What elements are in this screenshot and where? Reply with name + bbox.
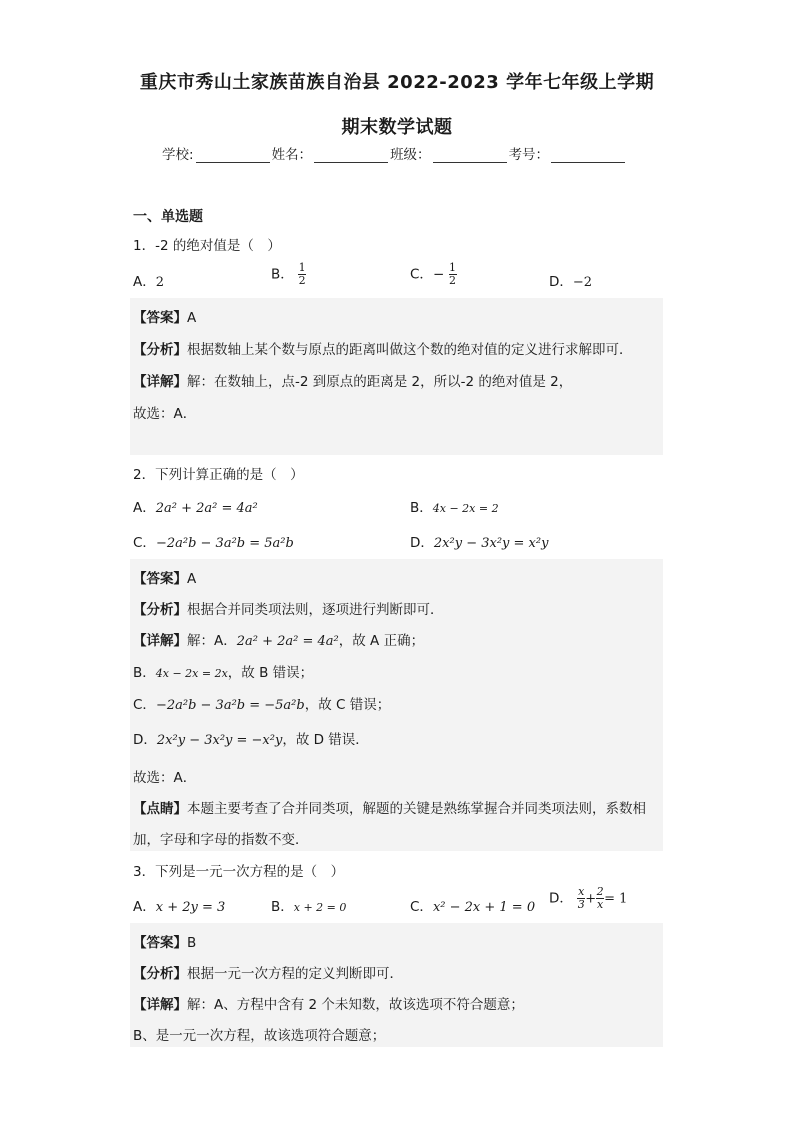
number-blank	[551, 148, 625, 163]
q2-stem: 2．下列计算正确的是（ ）	[133, 467, 304, 483]
q2-answer: 【答案】A	[133, 571, 197, 587]
q1-option-c: C．− $\frac{1}{2}$	[410, 261, 457, 287]
q1-choose: 故选：A．	[133, 406, 197, 422]
q3-answer: 【答案】B	[133, 935, 197, 951]
q1-option-b: B． $\frac{1}{2}$	[271, 261, 306, 287]
q1-answer: 【答案】A	[133, 310, 197, 326]
title-line-1: 重庆市秀山土家族苗族自治县 2022-2023 学年七年级上学期	[139, 72, 655, 93]
title-line-2: 期末数学试题	[341, 117, 453, 138]
q2-detail-b: B．4x − 2x = 2x，故 B 错误；	[133, 665, 314, 681]
class-label: 班级：	[390, 147, 431, 163]
q3-option-c: C．x² − 2x + 1 = 0	[410, 899, 536, 915]
q1-option-a: A．2	[133, 274, 165, 290]
q1-option-d: D．−2	[549, 274, 593, 290]
q3-option-b: B．x + 2 = 0	[271, 899, 347, 915]
class-blank	[433, 148, 507, 163]
q2-detail: 【详解】解：A．2a² + 2a² = 4a²，故 A 正确；	[133, 633, 425, 649]
number-label: 考号：	[508, 147, 550, 163]
q2-analysis: 【分析】根据合并同类项法则，逐项进行判断即可．	[133, 602, 444, 618]
q2-option-d: D．2x²y − 3x²y = x²y	[410, 535, 549, 551]
section-heading: 一、单选题	[133, 209, 203, 225]
q2-detail-d: D．2x²y − 3x²y = −x²y，故 D 错误．	[133, 732, 369, 748]
q2-choose: 故选：A．	[133, 770, 197, 786]
q2-comment-1: 【点睛】本题主要考查了合并同类项，解题的关键是熟练掌握合并同类项法则，系数相	[133, 801, 646, 817]
q1-analysis: 【分析】根据数轴上某个数与原点的距离叫做这个数的绝对值的定义进行求解即可．	[133, 342, 633, 358]
q3-option-a: A．x + 2y = 3	[133, 899, 226, 915]
q2-option-c: C．−2a²b − 3a²b = 5a²b	[133, 535, 294, 551]
q3-stem: 3．下列是一元一次方程的是（ ）	[133, 864, 345, 880]
q2-detail-c: C．−2a²b − 3a²b = −5a²b，故 C 错误；	[133, 697, 391, 713]
q3-detail-b: B、是一元一次方程，故该选项符合题意；	[133, 1028, 386, 1044]
name-blank	[314, 148, 388, 163]
q3-detail: 【详解】解：A、方程中含有 2 个未知数，故该选项不符合题意；	[133, 997, 524, 1013]
q1-stem: 1．-2 的绝对值是（ ）	[133, 238, 281, 254]
q2-comment-2: 加，字母和字母的指数不变．	[133, 832, 309, 848]
q3-analysis: 【分析】根据一元一次方程的定义判断即可．	[133, 966, 403, 982]
school-label: 学校:	[162, 147, 194, 163]
q2-option-a: A．2a² + 2a² = 4a²	[133, 500, 258, 516]
name-label: 姓名：	[271, 147, 313, 163]
student-info	[162, 143, 627, 163]
q3-option-d: D． $\frac{x}{3}$ + $\frac{2}{x}$ = 1	[549, 885, 628, 911]
school-blank	[196, 148, 270, 163]
q2-option-b: B．4x − 2x = 2	[410, 500, 499, 516]
q1-detail: 【详解】解：在数轴上，点-2 到原点的距离是 2，所以-2 的绝对值是 2，	[133, 374, 573, 390]
